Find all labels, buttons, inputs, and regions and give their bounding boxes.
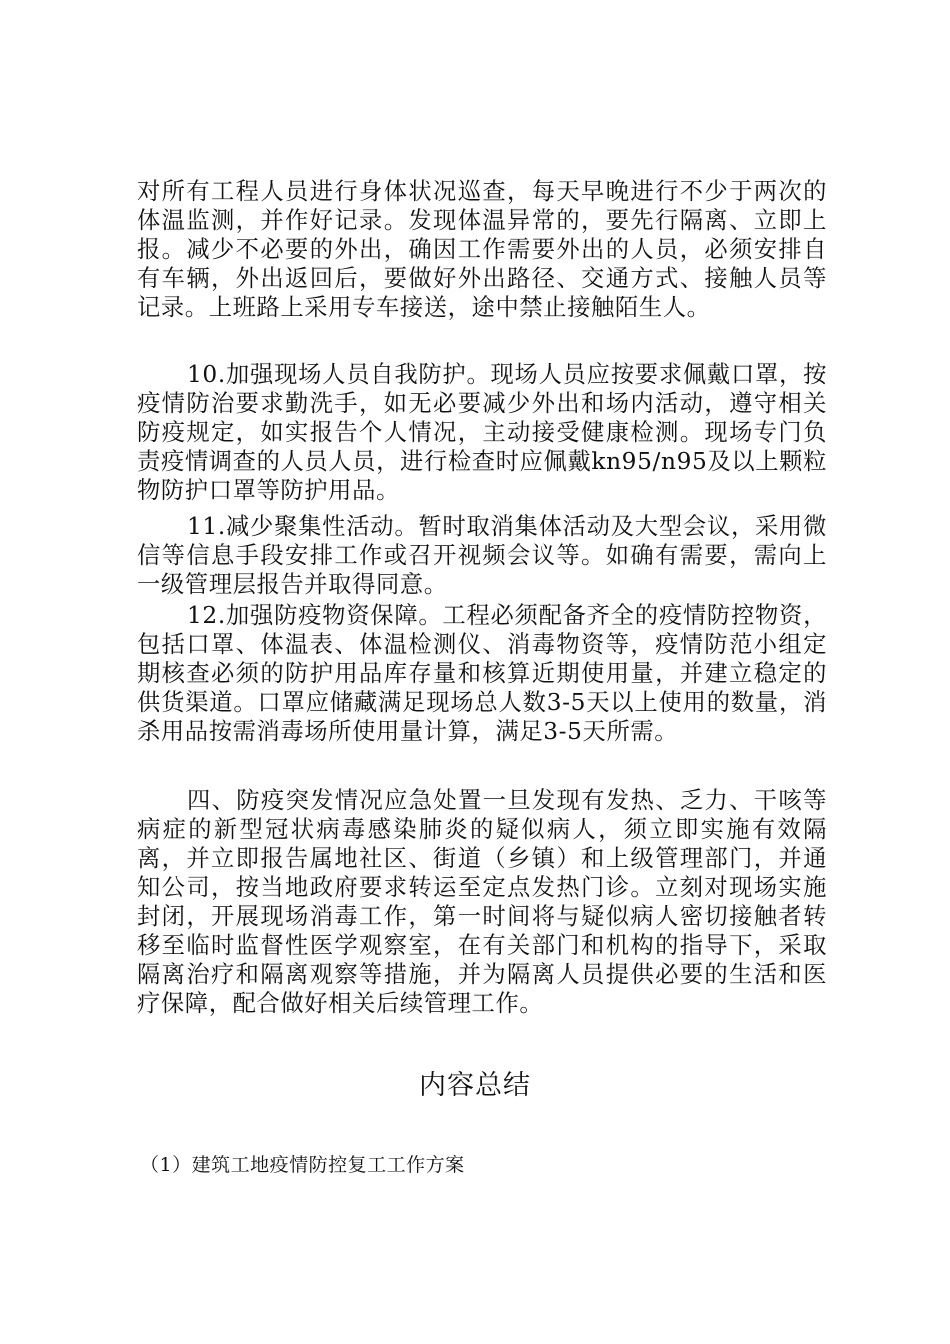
paragraph-health-patrol: 对所有工程人员进行身体状况巡查，每天早晚进行不少于两次的体温监测，并作好记录。发现体温异常的，要先行隔离、立即上报。减少不必要的外出，确因工作需要外出的人员，必须安排自有车辆，外出返回后，要做好外出路径、交通方式、接触人员等记录。上班路上采用专车接送，途中禁止接触陌生人。	[137, 178, 827, 321]
paragraph-supplies: 12.加强防疫物资保障。工程必须配备齐全的疫情防控物资，包括口罩、体温表、体温检测仪、消毒物资等，疫情防范小组定期核查必须的防护用品库存量和核算近期使用量，并建立稳定的供货渠道。口罩应储藏满足现场总人数3-5天以上使用的数量，消杀用品按需消毒场所使用量计算，满足3-5天所需。	[137, 602, 827, 745]
paragraph-reduce-gatherings: 11.减少聚集性活动。暂时取消集体活动及大型会议，采用微信等信息手段安排工作或召开视频会议等。如确有需要，需向上一级管理层报告并取得同意。	[137, 513, 827, 598]
paragraph-emergency-response: 四、防疫突发情况应急处置一旦发现有发热、乏力、干咳等病症的新型冠状病毒感染肺炎的疑似病人，须立即实施有效隔离，并立即报告属地社区、街道（乡镇）和上级管理部门，并通知公司，按当地政府要求转运至定点发热门诊。立刻对现场实施封闭，开展现场消毒工作，第一时间将与疑似病人密切接触者转移至临时监督性医学观察室，在有关部门和机构的指导下，采取隔离治疗和隔离观察等措施，并为隔离人员提供必要的生活和医疗保障，配合做好相关后续管理工作。	[137, 787, 827, 1017]
paragraph-self-protection: 10.加强现场人员自我防护。现场人员应按要求佩戴口罩，按疫情防治要求勤洗手，如无必要减少外出和场内活动，遵守相关防疫规定，如实报告个人情况，主动接受健康检测。现场专门负责疫情调查的人员人员，进行检查时应佩戴kn95/n95及以上颗粒物防护口罩等防护用品。	[137, 361, 827, 504]
summary-title: 内容总结	[419, 1070, 531, 1101]
summary-item: （1）建筑工地疫情防控复工工作方案	[140, 1154, 465, 1176]
